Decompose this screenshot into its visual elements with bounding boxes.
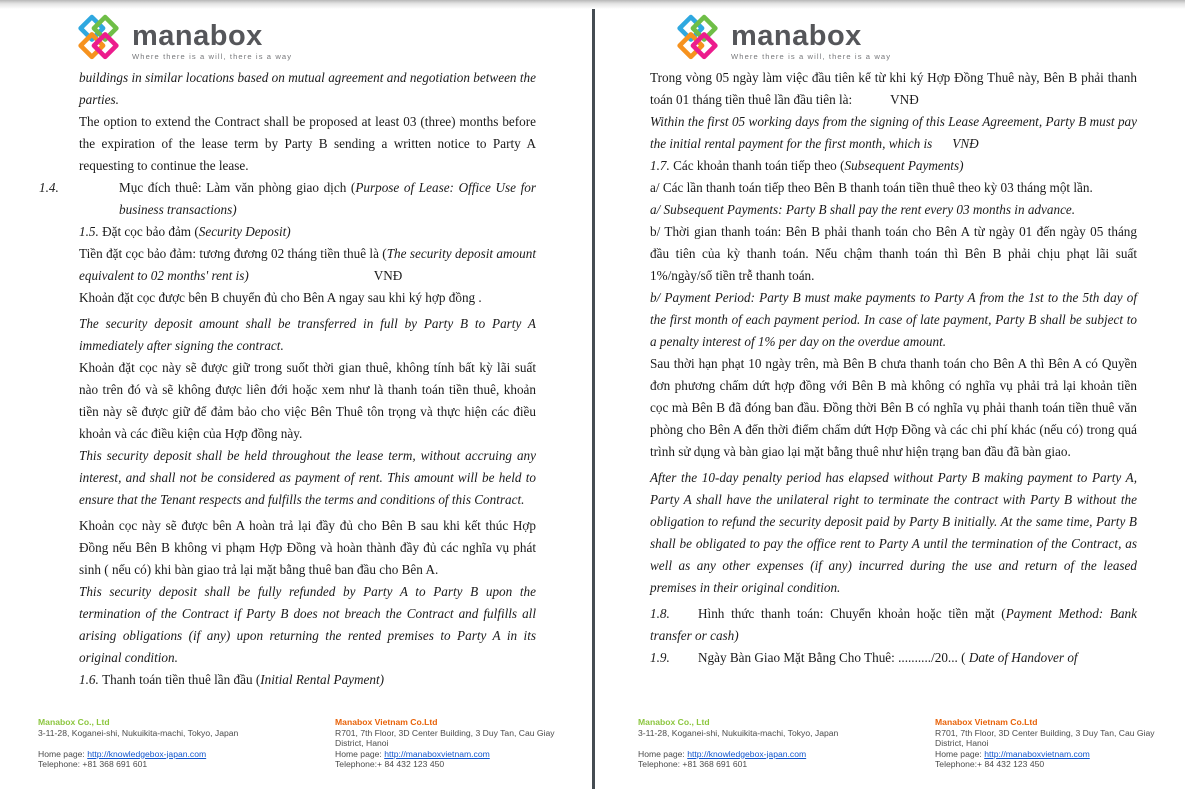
footer-company-vietnam [335, 717, 585, 770]
paragraph [650, 467, 1137, 599]
blank-gap [852, 103, 890, 104]
paragraph [650, 603, 1137, 647]
paragraph [79, 581, 536, 669]
text-segment: VNĐ [373, 268, 403, 283]
footer-company-vietnam [935, 717, 1185, 770]
page-2-body-text [650, 67, 1137, 669]
homepage-label: Home page: [638, 748, 688, 759]
text-segment: b/ Payment Period: Party B must make payments to Party A from the 1st to the 5th day of the first month of each payment period. In case of late payment, Party B shall be subject to a penalty interest of 1% per day on the overdue amount. [650, 290, 1137, 349]
document-page-1 [0, 0, 592, 789]
blank-gap [932, 147, 952, 148]
text-segment: Trong vòng 05 ngày làm việc đầu tiên kể từ khi ký Hợp Đồng Thuê này, Bên B phải thanh toán 01 tháng tiền thuê lần đầu tiên là: [650, 70, 1137, 107]
paragraph [79, 515, 536, 581]
text-segment: Sau thời hạn phạt 10 ngày trên, mà Bên B chưa thanh toán cho Bên A thì Bên A có Quyền đơn phương chấm dứt hợp đồng với Bên B mà không có nghĩa vụ phải trả lại khoản tiền cọc mà Bên B đã đóng ban đầu. Đồng thời Bên B có nghĩa vụ phải thanh toán tiền thuê văn phòng cho Bên A đến thời điểm chấm dứt Hợp Đồng và các chi phí khác (nếu có) trong quá trình sử dụng và bàn giao lại mặt bằng thuê như hiện trạng ban đầu đã bàn giao. [650, 356, 1137, 459]
company-telephone: Telephone:+ 84 432 123 450 [335, 759, 445, 770]
company-telephone: Telephone:+ 84 432 123 450 [935, 759, 1045, 770]
company-address: 3-11-28, Koganei-shi, Nukuikita-machi, Tokyo, Japan [638, 727, 839, 738]
page-2-footer [595, 717, 1185, 775]
paragraph [650, 111, 1137, 155]
paragraph [650, 287, 1137, 353]
text-segment: 1.6. [79, 672, 103, 687]
company-telephone: Telephone: +81 368 691 601 [38, 759, 148, 770]
text-segment: The security deposit amount shall be transferred in full by Party B to Party A immediately after signing the contract. [79, 316, 536, 353]
text-segment: 1.7. [650, 158, 674, 173]
manabox-pinwheel-icon [74, 14, 123, 63]
company-name: Manabox Co., Ltd [638, 717, 710, 727]
paragraph [79, 287, 536, 309]
homepage-label: Home page: [935, 748, 985, 759]
brand-tagline: Where there is a will, there is a way [132, 52, 293, 61]
company-address: R701, 7th Floor, 3D Center Building, 3 Duy Tan, Cau Giay District, Hanoi [335, 727, 555, 749]
company-homepage [335, 749, 585, 760]
paragraph [79, 111, 536, 177]
paragraph [79, 313, 536, 357]
brand-tagline: Where there is a will, there is a way [731, 52, 892, 61]
text-segment: 1.5. [79, 224, 103, 239]
text-segment: After the 10-day penalty period has elapsed without Party B making payment to Party A, Party A shall have the unilateral right to terminate the contract with Party B without the obligation to refund the security deposit paid by Party B initially. At the same time, Party B shall be obligated to pay the office rent to Party A until the termination of the Contract, as well as any other expenses (if any) incurred during the use and return of the leased premises in their original condition. [650, 470, 1137, 595]
homepage-link[interactable]: http://manaboxvietnam.com [384, 748, 490, 759]
paragraph [650, 177, 1137, 199]
company-name: Manabox Vietnam Co.Ltd [935, 717, 1038, 727]
page-divider [592, 0, 595, 789]
company-homepage [935, 749, 1185, 760]
text-segment: Subsequent Payments) [844, 158, 964, 173]
text-segment: 1.8. [650, 606, 670, 621]
paragraph [79, 67, 536, 111]
text-segment: Hình thức thanh toán: Chuyển khoản hoặc tiền mặt ( [698, 606, 1006, 621]
homepage-link[interactable]: http://knowledgebox-japan.com [87, 748, 207, 759]
homepage-link[interactable]: http://manaboxvietnam.com [984, 748, 1090, 759]
text-segment: VNĐ [952, 136, 979, 151]
footer-company-japan [638, 717, 913, 770]
paragraph [79, 357, 536, 445]
brand-wordmark: manabox [132, 20, 263, 52]
paragraph [650, 199, 1137, 221]
homepage-label: Home page: [38, 748, 88, 759]
document-page-2 [595, 0, 1185, 789]
text-segment: 1.9. [650, 650, 670, 665]
paragraph [650, 353, 1137, 463]
text-segment: This security deposit shall be fully refunded by Party A to Party B upon the termination of the Contract if Party B does not breach the Contract and fulfills all arising obligations (if any) upon returning the rented premises to Party A in its original condition. [79, 584, 536, 665]
text-segment: VNĐ [890, 92, 919, 107]
text-segment: Ngày Bàn Giao Mặt Bằng Cho Thuê: ........../20... ( [698, 650, 969, 665]
blank-gap [249, 279, 374, 280]
text-segment: Initial Rental Payment) [260, 672, 385, 687]
text-segment: The security deposit amount equivalent to 02 months' rent is) [79, 246, 536, 283]
company-name: Manabox Co., Ltd [38, 717, 110, 727]
manabox-logo [673, 14, 891, 63]
company-telephone: Telephone: +81 368 691 601 [638, 759, 748, 770]
paragraph [79, 221, 536, 243]
page-1-body-text [39, 67, 536, 691]
text-segment: Khoản đặt cọc được bên B chuyển đủ cho Bên A ngay sau khi ký hợp đồng . [79, 290, 482, 305]
paragraph [79, 243, 536, 287]
company-homepage [38, 749, 313, 760]
text-segment: Thanh toán tiền thuê lần đầu ( [102, 672, 261, 687]
paragraph [650, 155, 1137, 177]
text-segment: Security Deposit) [198, 224, 291, 239]
text-segment: Date of Handover of [968, 650, 1078, 665]
text-segment: Within the first 05 working days from the signing of this Lease Agreement, Party B must pay the initial rental payment for the first month, which is [650, 114, 1137, 151]
text-segment: 1.4. [39, 180, 59, 195]
page-1-footer [0, 717, 592, 775]
paragraph [79, 445, 536, 511]
logo-text [731, 14, 891, 61]
manabox-pinwheel-icon [673, 14, 722, 63]
text-segment: Khoản đặt cọc này sẽ được giữ trong suốt thời gian thuê, không tính bất kỳ lãi suất nào trên đó và sẽ không được liên đới hoặc xem như là thanh toán tiền thuê, khoản tiền này sẽ được giữ để đảm bảo cho việc Bên Thuê tôn trọng và thực hiện các điều khoản và các điều kiện của Hợp đồng này. [79, 360, 536, 441]
paragraph [650, 67, 1137, 111]
paragraph [39, 177, 536, 221]
company-homepage [638, 749, 913, 760]
manabox-logo [74, 14, 292, 63]
text-segment: Đặt cọc bảo đảm ( [102, 224, 199, 239]
text-segment: This security deposit shall be held throughout the lease term, without accruing any interest, and shall not be considered as payment of rent. This amount will be held to ensure that the Tenant respects and fulfills the terms and conditions of this Contract. [79, 448, 536, 507]
footer-company-japan [38, 717, 313, 770]
company-name: Manabox Vietnam Co.Ltd [335, 717, 438, 727]
text-segment: The option to extend the Contract shall be proposed at least 03 (three) months before the expiration of the lease term by Party B sending a written notice to Party A requesting to continue the lease. [79, 114, 536, 173]
viewer-top-shadow [0, 0, 1185, 9]
text-segment: b/ Thời gian thanh toán: Bên B phải thanh toán cho Bên A từ ngày 01 đến ngày 05 tháng đầu tiên của kỳ thanh toán. Nếu chậm thanh toán thì Bên B phải chịu phạt lãi suất 1%/ngày/số tiền trễ thanh toán. [650, 224, 1137, 283]
paragraph [650, 647, 1137, 669]
text-segment: buildings in similar locations based on mutual agreement and negotiation between the parties. [79, 70, 536, 107]
text-segment: a/ Các lần thanh toán tiếp theo Bên B thanh toán tiền thuê theo kỳ 03 tháng một lần. [650, 180, 1093, 195]
paragraph [650, 221, 1137, 287]
text-segment: Payment Method: Bank transfer or cash) [650, 606, 1137, 643]
company-address: 3-11-28, Koganei-shi, Nukuikita-machi, Tokyo, Japan [38, 727, 239, 738]
homepage-label: Home page: [335, 748, 385, 759]
text-segment: Tiền đặt cọc bảo đảm: tương đương 02 tháng tiền thuê là ( [79, 246, 387, 261]
paragraph [79, 669, 536, 691]
brand-wordmark: manabox [731, 20, 862, 52]
text-segment: Các khoản thanh toán tiếp theo ( [673, 158, 845, 173]
text-segment: Mục đích thuê: Làm văn phòng giao dịch ( [119, 180, 356, 195]
company-address: R701, 7th Floor, 3D Center Building, 3 Duy Tan, Cau Giay District, Hanoi [935, 727, 1155, 749]
text-segment: a/ Subsequent Payments: Party B shall pay the rent every 03 months in advance. [650, 202, 1076, 217]
homepage-link[interactable]: http://knowledgebox-japan.com [687, 748, 807, 759]
text-segment: Khoản cọc này sẽ được bên A hoàn trả lại đầy đủ cho Bên B sau khi kết thúc Hợp Đồng nếu Bên B không vi phạm Hợp Đồng và hoàn thành đầy đủ các nghĩa vụ phát sinh ( nếu có) khi bàn giao trả lại mặt bằng thuê ban đầu cho Bên A. [79, 518, 536, 577]
text-segment: Purpose of Lease: Office Use for business transactions) [119, 180, 536, 217]
logo-text [132, 14, 292, 61]
